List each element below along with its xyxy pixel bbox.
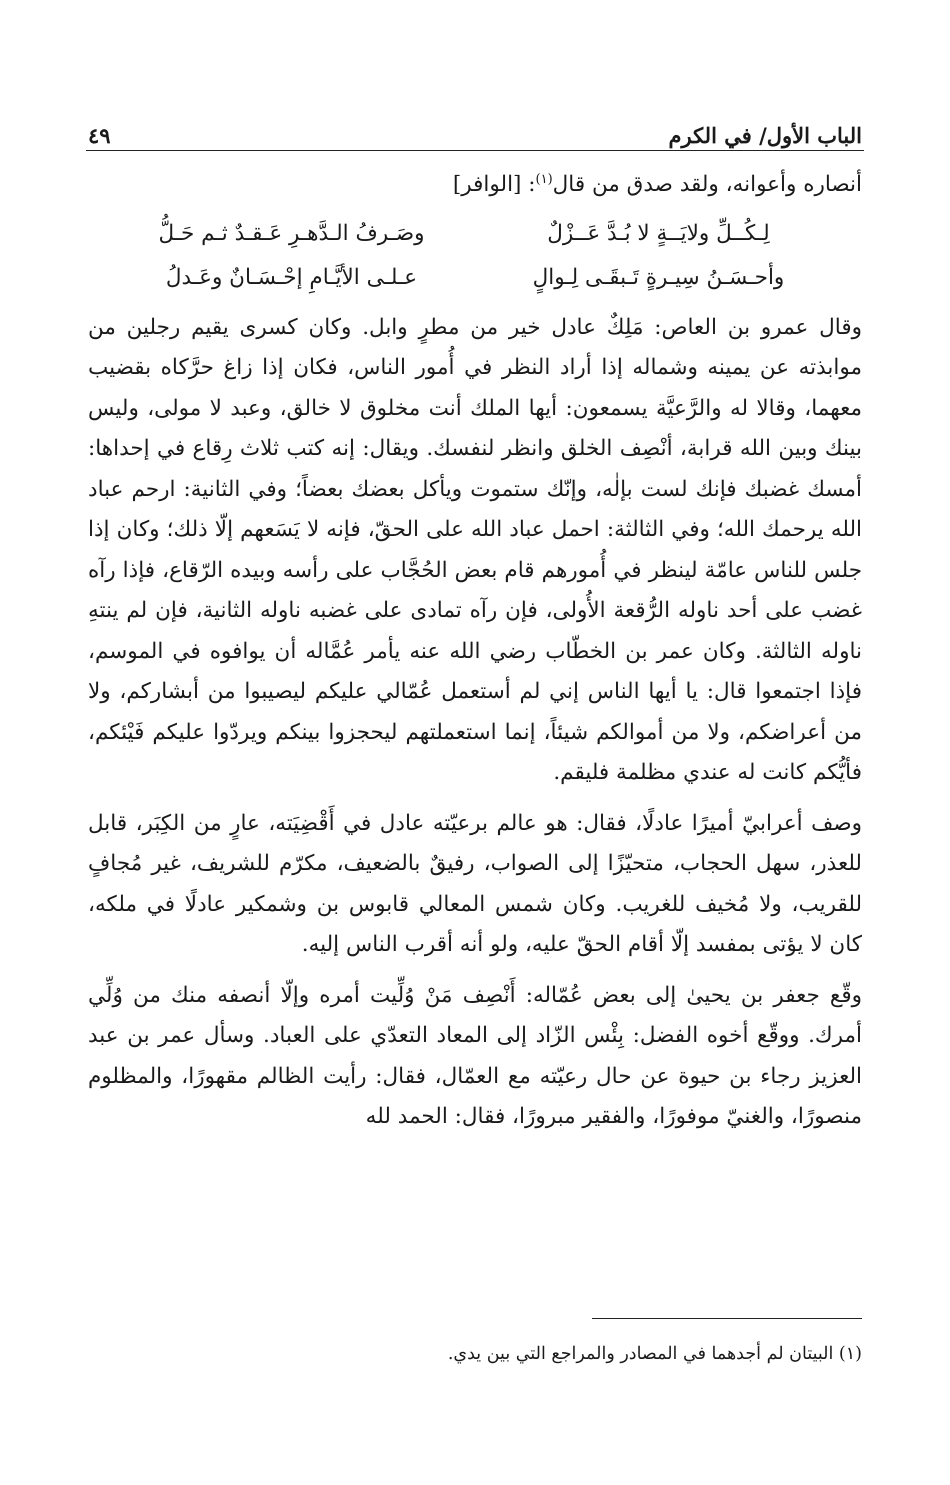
verse-2-first-hemistich: وأحـسَـنُ سِيـرةٍ تَـبقَـى لِـوالٍ xyxy=(532,264,785,290)
chapter-title: الباب الأول/ في الكرم xyxy=(668,123,862,148)
header-rule xyxy=(86,150,864,151)
footnote-rule xyxy=(592,1318,862,1319)
page-number: ٤٩ xyxy=(88,123,111,148)
intro-text: أنصاره وأعوانه، ولقد صدق من قال xyxy=(552,172,862,198)
footnote-marker: (١) xyxy=(535,172,553,187)
page-body xyxy=(88,160,862,1138)
verse-1-second-hemistich: وصَـرفُ الـدَّهـرِ عَـقـدٌ ثـم حَـلُّ xyxy=(158,220,425,246)
verse-2-second-hemistich: عـلـى الأيَّـامِ إحْـسَـانٌ وعَـدلُ xyxy=(165,264,418,290)
footnote: (١) البيتان لم أجدهما في المصادر والمراجع التي بين يدي. xyxy=(447,1344,862,1364)
paragraph-2: وصف أعرابيّ أميرًا عادلًا، فقال: هو عالم برعيّته عادل في أَقْضِيَته، عارٍ من الكِبَر، قابل للعذر، سهل الحجاب، متحيّزًا إلى الصواب، رفيقٌ بالضعيف، مكرّم للشريف، غير مُجافٍ للقريب، ولا مُخيف للغريب. وكان شمس المعالي قابوس بن وشمكير عادلًا في ملكه، كان لا يؤتى بمفسد إلّا أقام الحقّ عليه، ولو أنه أقرب الناس إليه. xyxy=(88,810,862,958)
verse-1-first-hemistich: لِـكُــلِّ ولايَــةٍ لا بُـدَّ عَــزْلٌ xyxy=(547,220,770,246)
running-header xyxy=(88,108,862,148)
meter-label: : [الوافر] xyxy=(452,172,536,198)
intro-line xyxy=(88,160,862,206)
paragraph-1: وقال عمرو بن العاص: مَلِكٌ عادل خير من مطرٍ وابل. وكان كسرى يقيم رجلين من موابذته عن يمينه وشماله إذا أراد النظر في أُمور الناس، فكان إذا زاغ حرَّكاه بقضيب معهما، وقالا له والرَّعيَّة يسمعون: أيها الملك أنت مخلوق لا خالق، وعبد لا مولى، وليس بينك وبين الله قرابة، أنْصِف الخلق وانظر لنفسك. ويقال: إنه كتب ثلاث رِقاع في إحداها: أمسك غضبك فإنك لست بإلٰه، وإنّك ستموت ويأكل بعضك بعضاً؛ وفي الثانية: ارحم عباد الله يرحمك الله؛ وفي الثالثة: احمل عباد الله على الحقّ، فإنه لا يَسَعهم إلّا ذلك؛ وكان إذا جلس للناس عامّة لينظر في أُمورهم قام بعض الحُجَّاب على رأسه وبيده الرّقاع، فإذا رآه غضب على أحد ناوله الرُّقعة الأُولى، فإن رآه تمادى على غضبه ناوله الثانية، فإن لم ينتهِ ناوله الثالثة. وكان عمر بن الخطّاب رضي الله عنه يأمر عُمَّاله أن يوافوه في الموسم، فإذا اجتمعوا قال: يا أيها الناس إني لم أستعمل عُمّالي عليكم ليصيبوا من أبشاركم، ولا من أعراضكم، ولا من أموالكم شيئاً، إنما استعملتهم ليحجزوا بينكم ويردّوا عليكم فَيْئكم، فأيُّكم كانت له عندي مظلمة فليقم. xyxy=(88,314,862,786)
poem xyxy=(88,206,862,308)
paragraph-3: وقّع جعفر بن يحيىٰ إلى بعض عُمّاله: أَنْصِف مَنْ وُلِّيت أمره وإلّا أنصفه منك من وُلِّي أمرك. ووقّع أخوه الفضل: بِئْس الزّاد إلى المعاد التعدّي على العباد. وسأل عمر بن عبد العزيز رجاء بن حيوة عن حال رعيّته مع العمّال، فقال: رأيت الظالم مقهورًا، والمظلوم منصورًا، والغنيّ موفورًا، والفقير مبرورًا، فقال: الحمد لله xyxy=(88,982,862,1130)
